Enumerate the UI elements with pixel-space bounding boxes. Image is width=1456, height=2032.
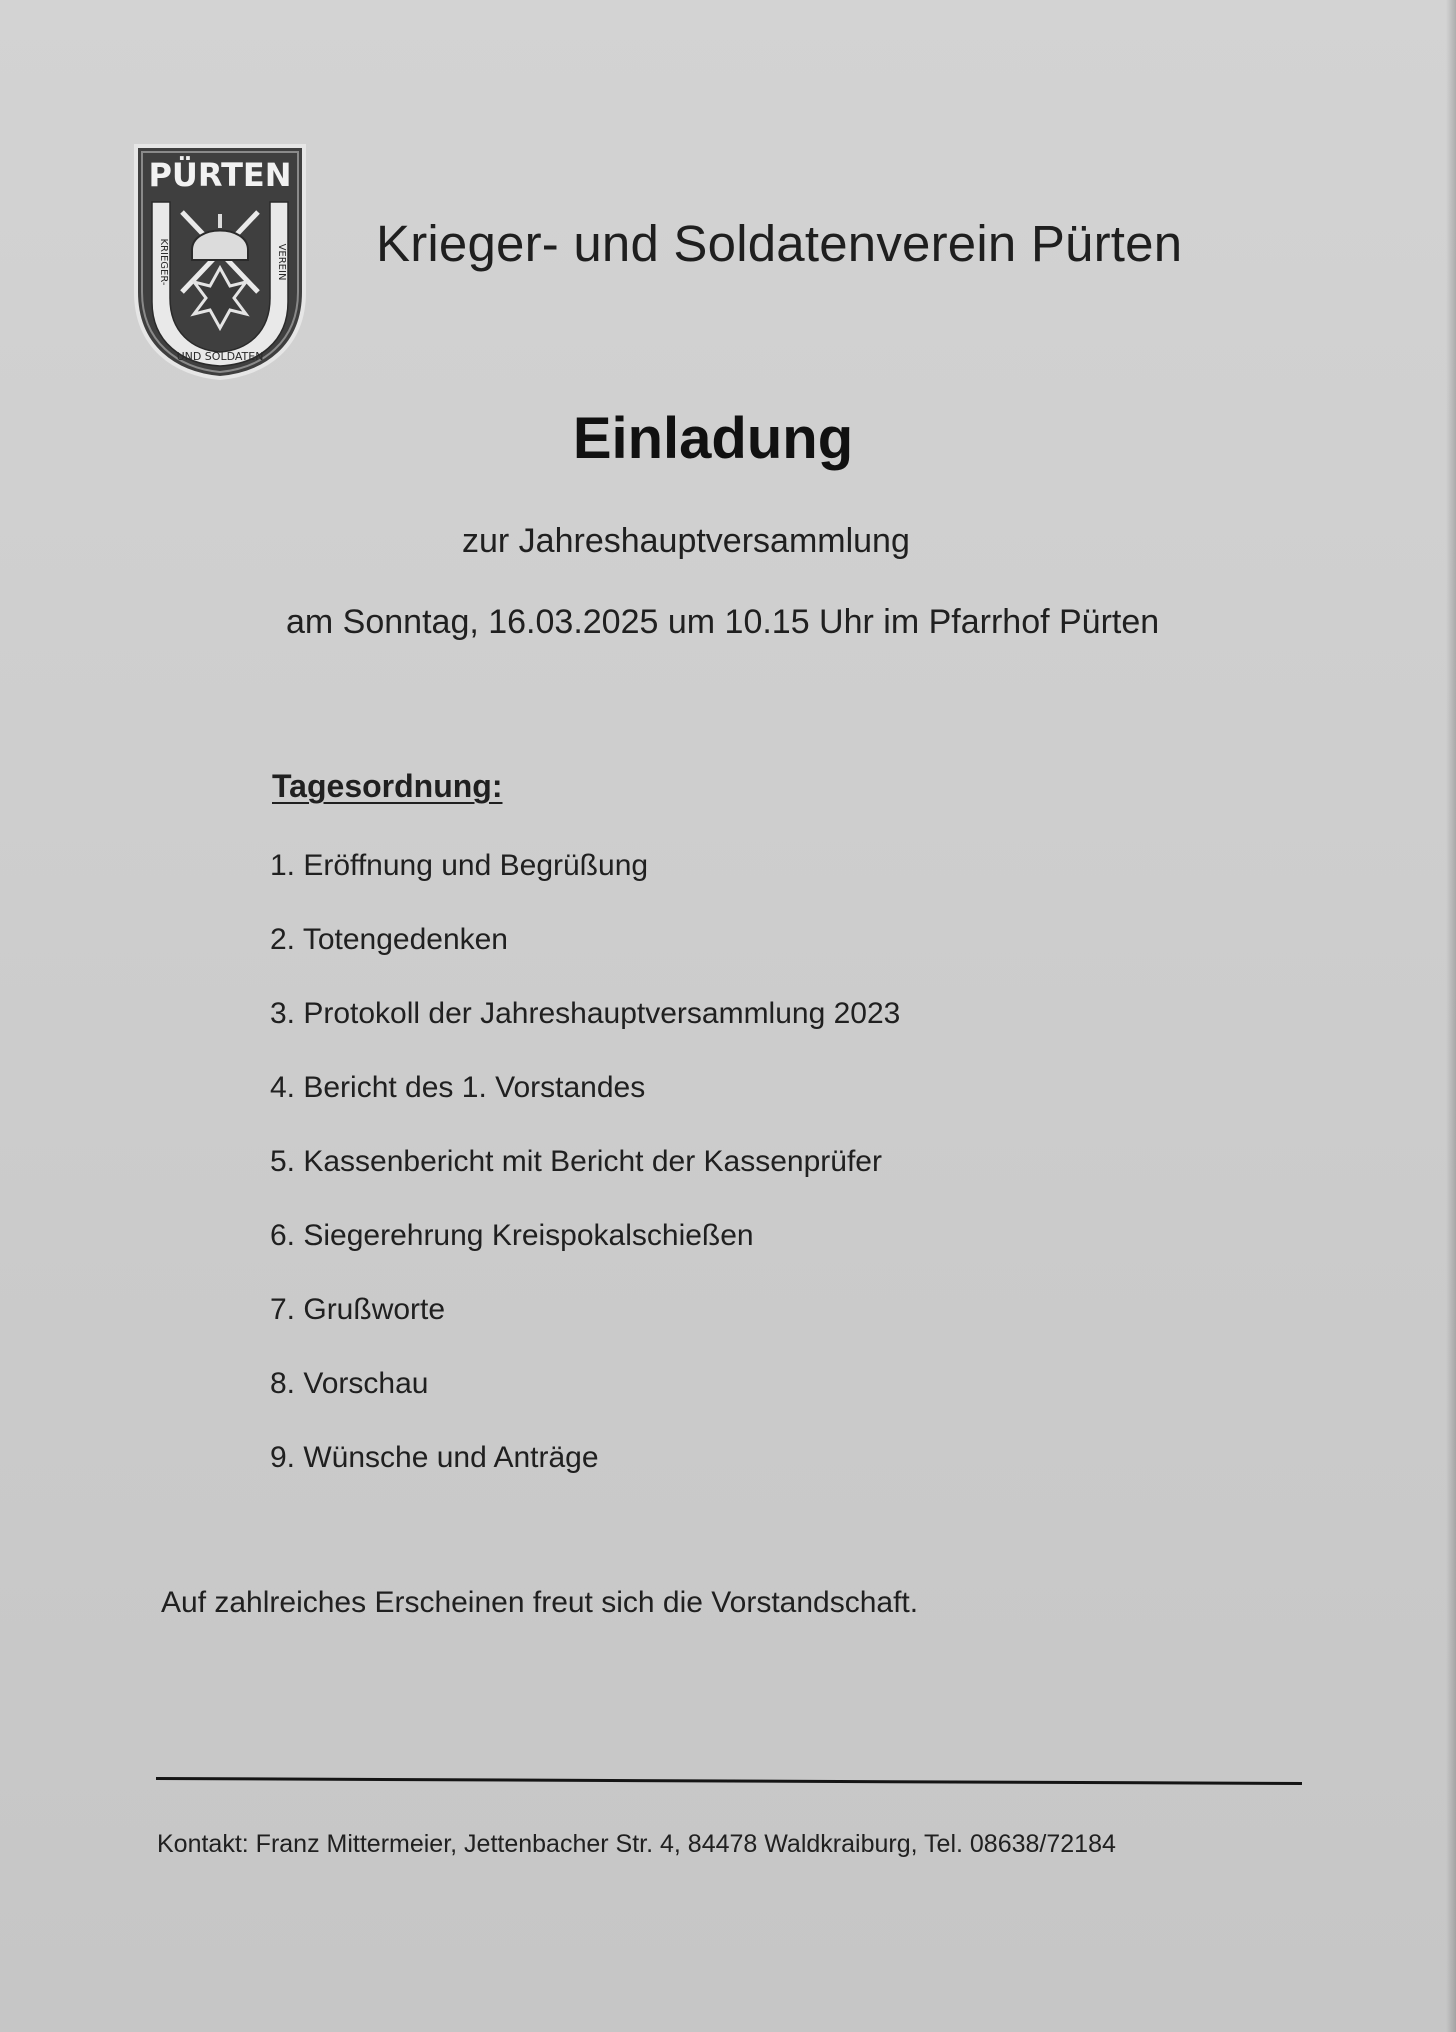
svg-text:KRIEGER-: KRIEGER-: [158, 238, 169, 286]
agenda-item: 5. Kassenbericht mit Bericht der Kassenprüfer: [270, 1145, 882, 1178]
svg-text:UND SOLDATEN: UND SOLDATEN: [176, 350, 264, 363]
document-title: Einladung: [572, 406, 854, 471]
agenda-item: 2. Totengedenken: [270, 923, 508, 956]
agenda-item: 9. Wünsche und Anträge: [270, 1441, 599, 1474]
agenda-item: 7. Grußworte: [270, 1293, 446, 1326]
agenda-item: 3. Protokoll der Jahreshauptversammlung 2023: [270, 997, 901, 1030]
agenda-item: 1. Eröffnung und Begrüßung: [270, 849, 649, 882]
footer-divider: [156, 1777, 1302, 1785]
contact-info: Kontakt: Franz Mittermeier, Jettenbacher Str. 4, 84478 Waldkraiburg, Tel. 08638/72184: [157, 1830, 1116, 1858]
svg-text:PÜRTEN: PÜRTEN: [148, 156, 292, 194]
closing-sentence: Auf zahlreiches Erscheinen freut sich die Vorstandschaft.: [161, 1586, 919, 1619]
agenda-item: 8. Vorschau: [270, 1367, 429, 1400]
document-subtitle: zur Jahreshauptversammlung: [462, 522, 910, 560]
agenda-list: [270, 848, 900, 1514]
agenda-item: 6. Siegerehrung Kreispokalschießen: [270, 1219, 754, 1252]
agenda-item: 4. Bericht des 1. Vorstandes: [270, 1071, 646, 1104]
club-crest-logo: [130, 142, 310, 380]
event-date-line: am Sonntag, 16.03.2025 um 10.15 Uhr im Pfarrhof Pürten: [286, 603, 1160, 641]
svg-text:VEREIN: VEREIN: [276, 243, 287, 281]
organization-name: Krieger- und Soldatenverein Pürten: [376, 215, 1183, 272]
agenda-heading: Tagesordnung:: [272, 768, 503, 804]
